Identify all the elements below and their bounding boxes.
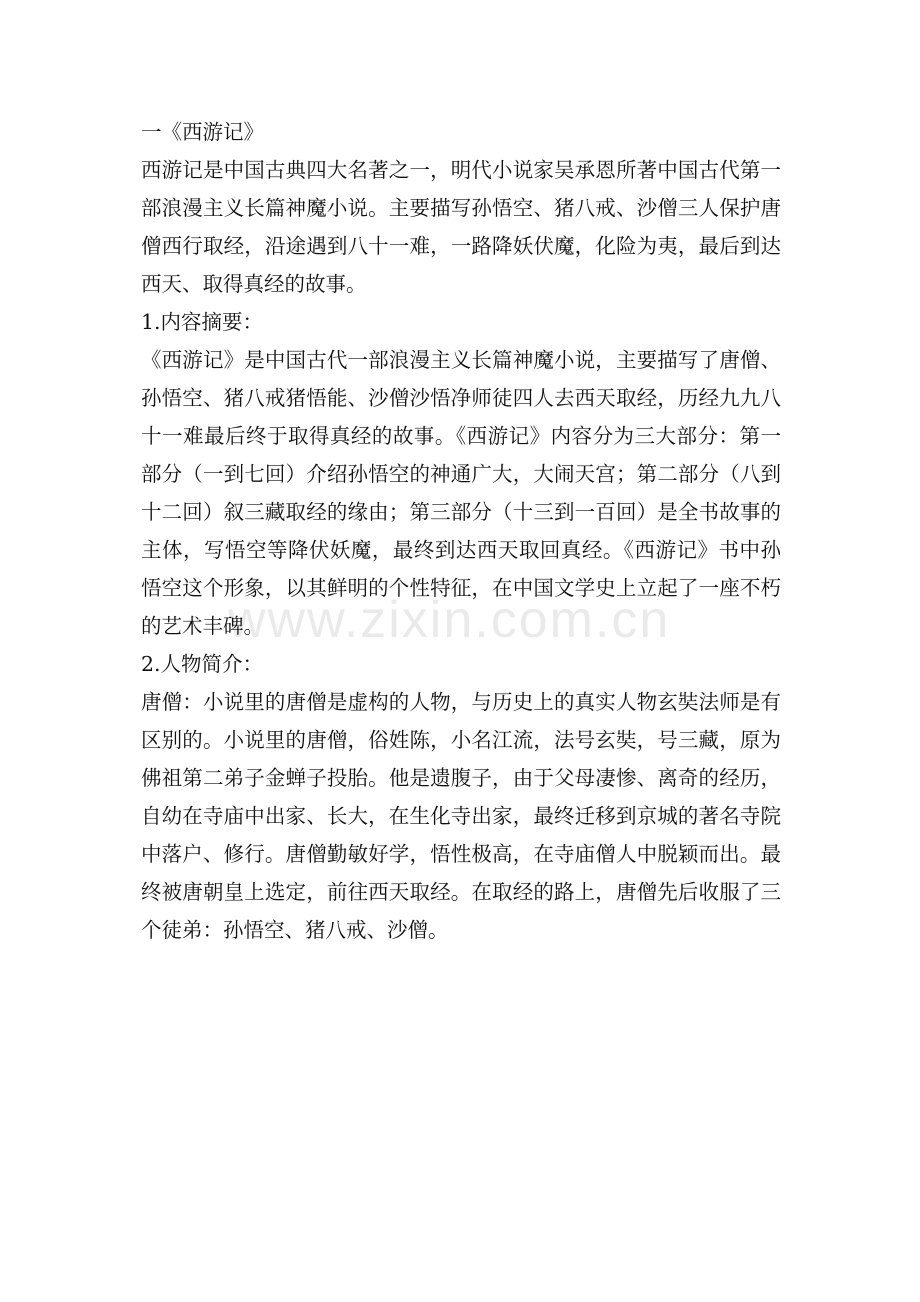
- watermark: www.zixin.com.cn: [228, 591, 671, 649]
- summary-paragraph: 《西游记》是中国古代一部浪漫主义长篇神魔小说，主要描写了唐僧、孙悟空、猪八戒猪悟能、沙僧沙悟净师徒四人去西天取经，历经九九八十一难最后终于取得真经的故事。《西游记》内容分为三大部分：第一部分（一到七回）介绍孙悟空的神通广大，大闹天宫；第二部分（八到十二回）叙三藏取经的缘由；第三部分（十三到一百回）是全书故事的主体，写悟空等降伏妖魔，最终到达西天取回真经。《西游记》书中孙悟空这个形象，以其鲜明的个性特征，在中国文学史上立起了一座不朽的艺术丰碑。: [141, 348, 781, 638]
- characters-paragraph: 唐僧：小说里的唐僧是虚构的人物，与历史上的真实人物玄奘法师是有区别的。小说里的唐僧，俗姓陈，小名江流，法号玄奘，号三藏，原为佛祖第二弟子金蝉子投胎。他是遗腹子，由于父母凄惨、离奇的经历，自幼在寺庙中出家、长大，在生化寺出家，最终迁移到京城的著名寺院中落户、修行。唐僧勤敏好学，悟性极高，在寺庙僧人中脱颖而出。最终被唐朝皇上选定，前往西天取经。在取经的路上，唐僧先后收服了三个徒弟：孙悟空、猪八戒、沙僧。: [141, 690, 781, 942]
- summary-heading: 1.内容摘要：: [141, 310, 264, 334]
- characters-heading: 2.人物简介：: [141, 652, 264, 676]
- section-title: 一《西游记》: [141, 120, 264, 144]
- intro-paragraph: 西游记是中国古典四大名著之一，明代小说家吴承恩所著中国古代第一部浪漫主义长篇神魔小说。主要描写孙悟空、猪八戒、沙僧三人保护唐僧西行取经，沿途遇到八十一难，一路降妖伏魔，化险为夷，最后到达西天、取得真经的故事。: [141, 158, 781, 296]
- document-body: [141, 113, 781, 949]
